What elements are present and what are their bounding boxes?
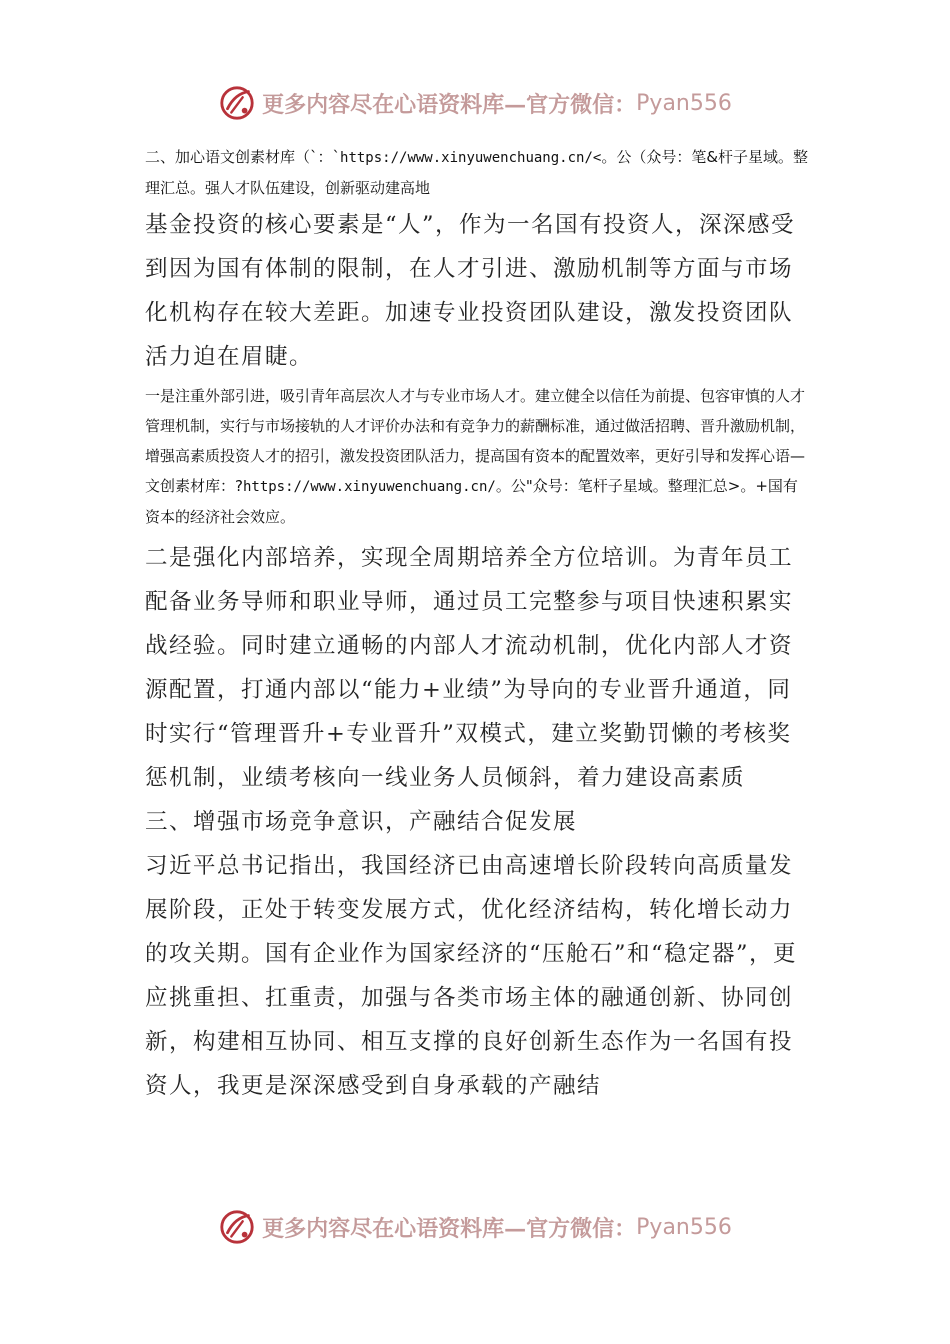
watermark-text: 更多内容尽在心语资料库—官方微信： <box>262 91 637 118</box>
footer-watermark <box>0 1202 950 1252</box>
p3-url: https://www.xinyuwenchuang.cn/ <box>242 479 496 495</box>
p1-suffix: 。公（众号：笔&杆子星域。整理汇总。强人才队伍建设，创新驱动建高地 <box>145 148 809 197</box>
p1-prefix: 二、加心语文创素材库（`：` <box>145 148 341 166</box>
brand-logo-icon <box>218 84 256 122</box>
section-heading-3: 三、增强市场竞争意识，产融结合促发展 <box>145 809 578 835</box>
watermark-text: 更多内容尽在心语资料库—官方微信： <box>262 1215 637 1242</box>
paragraph-core-elements: 基金投资的核心要素是“人”，作为一名国有投资人，深深感受到因为国有体制的限制，在人才引进、激励机制等方面与市场化机构存在较大差距。加速专业投资团队建设，激发投资团队活力迫在眉睫。 <box>145 212 796 370</box>
wechat-id: Pyan556 <box>636 90 732 116</box>
document-body <box>145 142 810 1108</box>
paragraph-heading-2 <box>145 142 810 203</box>
paragraph-market-competition: 习近平总书记指出，我国经济已由高速增长阶段转向高质量发展阶段，正处于转变发展方式，优化经济结构，转化增长动力的攻关期。国有企业作为国家经济的“压舱石”和“稳定器”，更应挑重担、扛重责，加强与各类市场主体的融通创新、协同创新，构建相互协同、相互支撑的良好创新生态作为一名国有投资人，我更是深深感受到自身承载的产融结 <box>145 853 798 1099</box>
brand-logo-icon <box>218 1208 256 1246</box>
p3-suffix: 。公"众号：笔杆子星域。整理汇总>。+国有资本的经济社会效应。 <box>145 477 798 526</box>
p1-url: https://www.xinyuwenchuang.cn/< <box>340 150 602 166</box>
wechat-id: Pyan556 <box>636 1214 732 1240</box>
paragraph-internal-training: 二是强化内部培养，实现全周期培养全方位培训。为青年员工配备业务导师和职业导师，通过员工完整参与项目快速积累实战经验。同时建立通畅的内部人才流动机制，优化内部人才资源配置，打通内部以“能力+业绩”为导向的专业晋升通道，同时实行“管理晋升+专业晋升”双模式，建立奖勤罚懒的考核奖惩机制，业绩考核向一线业务人员倾斜，着力建设高素质 <box>145 545 794 791</box>
p3-prefix: 一是注重外部引进，吸引青年高层次人才与专业市场人才。建立健全以信任为前提、包容审慎的人才管理机制，实行与市场接轨的人才评价办法和有竞争力的薪酬标准，通过做活招聘、晋升激励机制，增强高素质投资人才的招引，激发投资团队活力，提高国有资本的配置效率，更好引导和发挥心语—文创素材库：? <box>145 387 806 495</box>
paragraph-external-recruitment <box>145 381 810 532</box>
header-watermark <box>0 78 950 128</box>
